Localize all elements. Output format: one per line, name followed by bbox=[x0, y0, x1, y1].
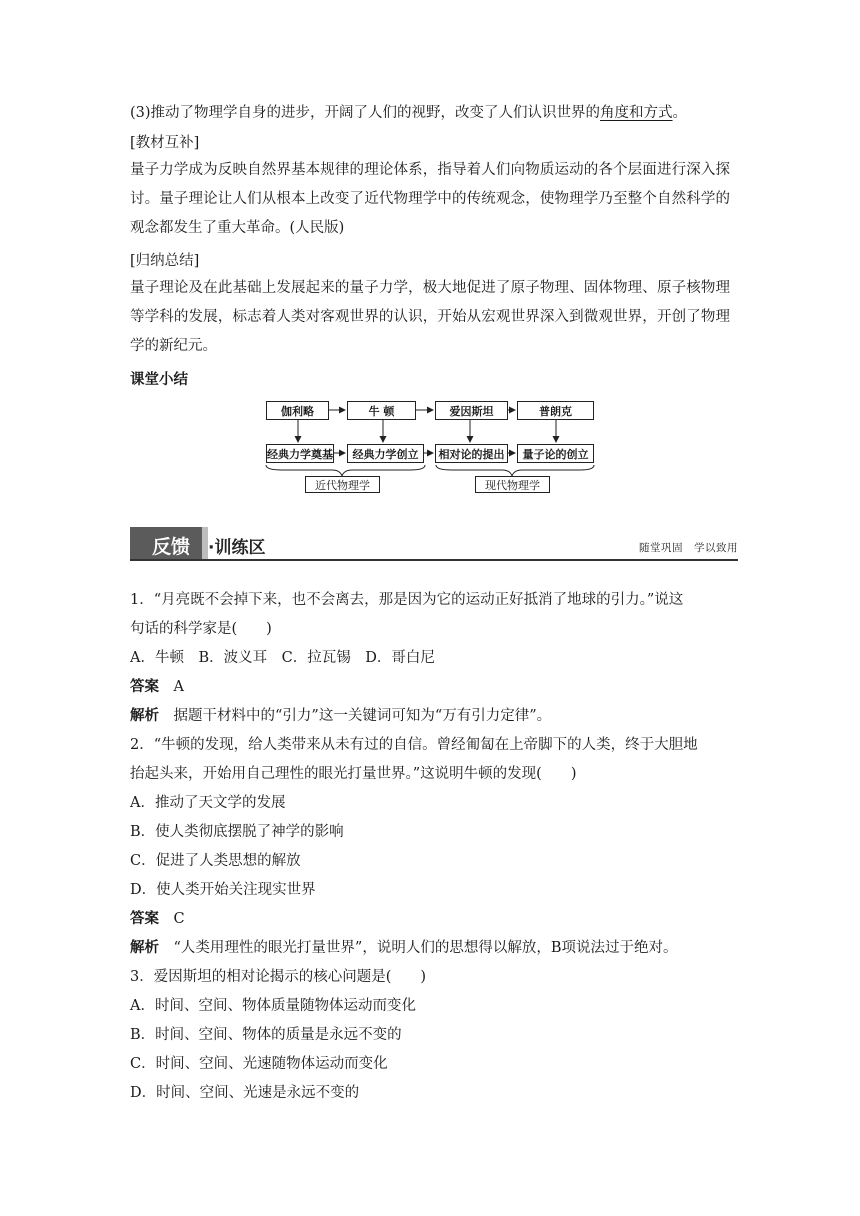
summary-text: 量子理论及在此基础上发展起来的量子力学，极大地促进了原子物理、固体物理、原子核物理等学科的发展，标志着人类对客观世界的认识，开始从宏观世界深入到微观世界，开创了物理学的新纪元。 bbox=[130, 280, 730, 354]
scientist-box-galileo: 伽利略 bbox=[266, 401, 329, 420]
q2-option-c: C．促进了人类思想的解放 bbox=[130, 853, 301, 869]
class-summary-heading: 课堂小结 bbox=[130, 371, 188, 388]
q1-options: A．牛顿 B．波义耳 C．拉瓦锡 D．哥白尼 bbox=[130, 650, 435, 666]
q2-option-a: A．推动了天文学的发展 bbox=[130, 795, 286, 811]
group-box-contemporary: 现代物理学 bbox=[475, 476, 550, 493]
section-banner bbox=[130, 527, 738, 562]
summary-tag: [归纳总结] bbox=[130, 253, 200, 269]
q3-option-b: B．时间、空间、物体的质量是永远不变的 bbox=[130, 1027, 402, 1043]
q1-stem-line2: 句话的科学家是( ) bbox=[130, 621, 272, 637]
q1-answer bbox=[130, 677, 184, 697]
banner-rule bbox=[130, 559, 738, 561]
q3-option-c: C．时间、空间、光速随物体运动而变化 bbox=[130, 1056, 388, 1072]
scientist-box-newton: 牛 顿 bbox=[347, 401, 416, 420]
analysis-text: “人类用理性的眼光打量世界”，说明人们的思想得以解放，B项说法过于绝对。 bbox=[173, 940, 678, 956]
q2-option-d: D．使人类开始关注现实世界 bbox=[130, 882, 316, 898]
group-box-modern-classical: 近代物理学 bbox=[305, 476, 380, 493]
answer-label: 答案 bbox=[130, 678, 159, 695]
underlined-phrase: 角度和方式 bbox=[600, 105, 673, 121]
banner-subtitle: ·训练区 bbox=[208, 538, 266, 558]
supplement-text: 量子力学成为反映自然界基本规律的理论体系，指导着人们向物质运动的各个层面进行深入探讨。量子理论让人们从根本上改变了近代物理学中的传统观念，使物理学乃至整个自然科学的观念都发生了重大革命。(人民版) bbox=[130, 162, 730, 236]
q3-option-d: D．时间、空间、光速是永远不变的 bbox=[130, 1085, 360, 1101]
achievement-box-relativity: 相对论的提出 bbox=[435, 444, 508, 463]
answer-value: C bbox=[173, 911, 185, 927]
diagram-connectors bbox=[0, 0, 860, 500]
achievement-box-quantum: 量子论的创立 bbox=[517, 444, 594, 463]
achievement-box-classical-foundation: 经典力学奠基 bbox=[266, 444, 334, 463]
q3-option-a: A．时间、空间、物体质量随物体运动而变化 bbox=[130, 998, 416, 1014]
q2-analysis bbox=[130, 938, 677, 958]
point-3: (3)推动了物理学自身的进步，开阔了人们的视野，改变了人们认识世界的角度和方式。 bbox=[130, 105, 688, 121]
q1-stem-line1: 1．“月亮既不会掉下来，也不会离去，那是因为它的运动正好抵消了地球的引力。”说这 bbox=[130, 592, 684, 608]
scientist-box-einstein: 爱因斯坦 bbox=[435, 401, 508, 420]
q2-stem-line1: 2．“牛顿的发现，给人类带来从未有过的自信。曾经匍匐在上帝脚下的人类，终于大胆地 bbox=[130, 737, 698, 753]
q2-option-b: B．使人类彻底摆脱了神学的影响 bbox=[130, 824, 344, 840]
answer-value: A bbox=[173, 679, 184, 695]
banner-right-text: 随堂巩固 学以致用 bbox=[639, 542, 738, 554]
analysis-label: 解析 bbox=[130, 939, 159, 956]
q3-stem: 3．爱因斯坦的相对论揭示的核心问题是( ) bbox=[130, 969, 427, 985]
analysis-text: 据题干材料中的“引力”这一关键词可知为“万有引力定律”。 bbox=[173, 708, 552, 724]
supplement-tag: [教材互补] bbox=[130, 135, 200, 151]
q2-stem-line2: 抬起头来，开始用自己理性的眼光打量世界。”这说明牛顿的发现( ) bbox=[130, 766, 577, 782]
analysis-label: 解析 bbox=[130, 707, 159, 724]
q1-analysis bbox=[130, 706, 551, 726]
q2-answer bbox=[130, 909, 185, 929]
achievement-box-classical-creation: 经典力学创立 bbox=[347, 444, 424, 463]
banner-title: 反馈 bbox=[152, 536, 191, 558]
scientist-box-planck: 普朗克 bbox=[517, 401, 594, 420]
answer-label: 答案 bbox=[130, 910, 159, 927]
